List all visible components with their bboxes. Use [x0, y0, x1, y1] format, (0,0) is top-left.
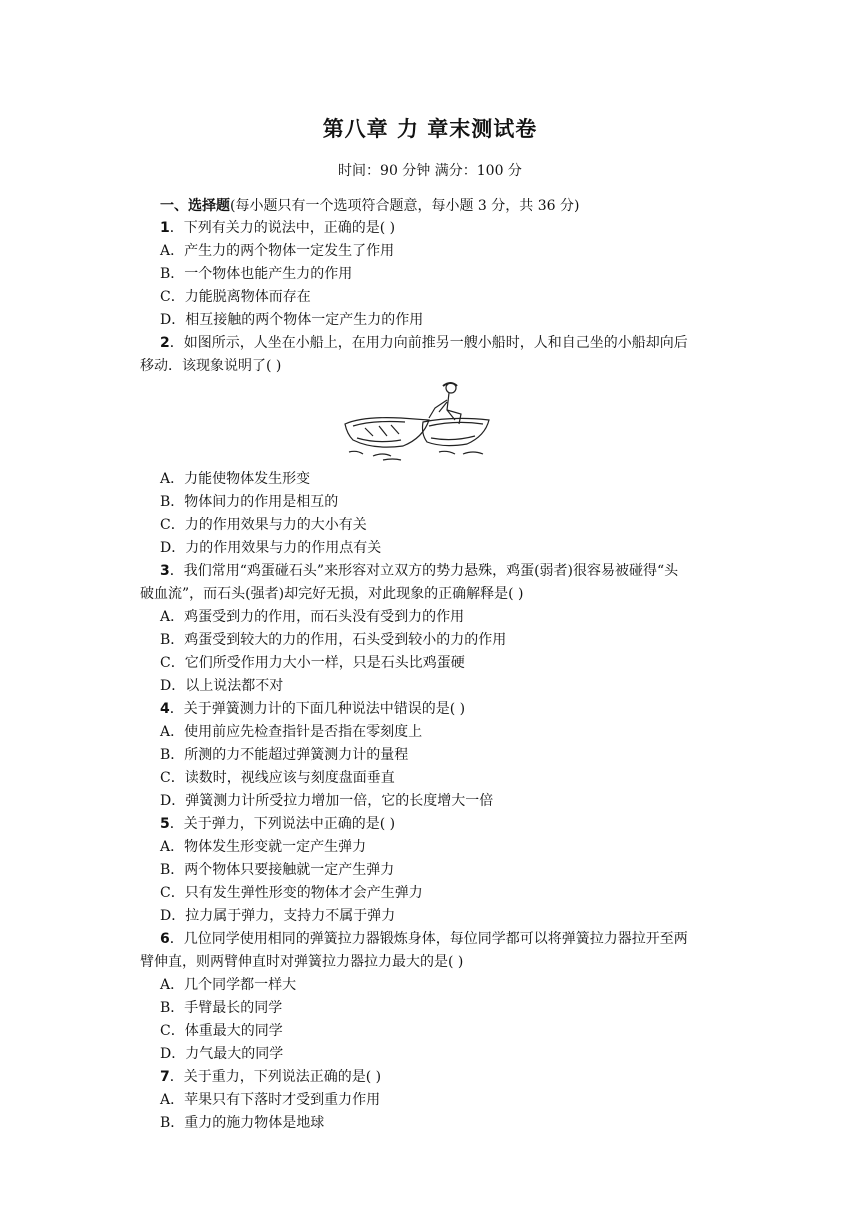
answer-option: A．几个同学都一样大 — [160, 977, 297, 993]
page-title: 第八章 力 章末测试卷 — [322, 117, 538, 141]
answer-option: A．苹果只有下落时才受到重力作用 — [160, 1092, 381, 1108]
section-header — [160, 195, 579, 215]
question-stem — [160, 217, 735, 240]
question-list — [140, 217, 735, 1135]
question-stem — [160, 332, 735, 355]
question-number: 3 — [160, 563, 170, 579]
question-number: 5 — [160, 816, 170, 832]
answer-option: B．两个物体只要接触就一定产生弹力 — [160, 862, 395, 878]
answer-option: C．它们所受作用力大小一样，只是石头比鸡蛋硬 — [160, 655, 465, 671]
question-number: 6 — [160, 931, 170, 947]
answer-option: B．物体间力的作用是相互的 — [160, 494, 339, 510]
answer-option: C．只有发生弹性形变的物体才会产生弹力 — [160, 885, 423, 901]
answer-option: B．所测的力不能超过弹簧测力计的量程 — [160, 747, 409, 763]
answer-option: A．物体发生形变就一定产生弹力 — [160, 839, 367, 855]
question-text: ．如图所示，人坐在小船上，在用力向前推另一艘小船时，人和自己坐的小船却向后 — [169, 335, 688, 351]
question-text: ．关于弹簧测力计的下面几种说法中错误的是( ) — [169, 701, 466, 717]
section-title: 一、选择题 — [160, 198, 230, 214]
question-number: 1 — [160, 220, 170, 236]
question-stem — [160, 1066, 735, 1089]
question-number: 4 — [160, 701, 170, 717]
question-stem — [140, 583, 735, 606]
answer-option: B．手臂最长的同学 — [160, 1000, 283, 1016]
question-text: ．关于弹力，下列说法中正确的是( ) — [169, 816, 396, 832]
question-number: 2 — [160, 335, 170, 351]
answer-option: B．一个物体也能产生力的作用 — [160, 266, 353, 282]
question-stem — [140, 951, 735, 974]
question-text: 移动．该现象说明了( ) — [140, 358, 282, 374]
answer-option: C．体重最大的同学 — [160, 1023, 283, 1039]
answer-option: B．重力的施力物体是地球 — [160, 1115, 325, 1131]
question-stem — [160, 813, 735, 836]
answer-option: C．读数时，视线应该与刻度盘面垂直 — [160, 770, 395, 786]
answer-option: A．力能使物体发生形变 — [160, 471, 311, 487]
question-text: ．几位同学使用相同的弹簧拉力器锻炼身体，每位同学都可以将弹簧拉力器拉开至两 — [169, 931, 688, 947]
section-note: (每小题只有一个选项符合题意，每小题 3 分，共 36 分) — [230, 198, 580, 214]
answer-option: D．相互接触的两个物体一定产生力的作用 — [160, 312, 424, 328]
answer-option: A．使用前应先检查指针是否指在零刻度上 — [160, 724, 423, 740]
answer-option: A．鸡蛋受到力的作用，而石头没有受到力的作用 — [160, 609, 465, 625]
answer-option: B．鸡蛋受到较大的力的作用，石头受到较小的力的作用 — [160, 632, 507, 648]
answer-option: D．力气最大的同学 — [160, 1046, 284, 1062]
question-stem — [160, 560, 735, 583]
boat-push-figure — [160, 378, 735, 468]
exam-info: 时间：90 分钟 满分：100 分 — [338, 163, 522, 179]
answer-option: D．力的作用效果与力的作用点有关 — [160, 540, 382, 556]
answer-option: D．弹簧测力计所受拉力增加一倍，它的长度增大一倍 — [160, 793, 494, 809]
answer-option: C．力能脱离物体而存在 — [160, 289, 311, 305]
boat-illustration — [343, 380, 493, 466]
question-stem — [160, 928, 735, 951]
answer-option: D．拉力属于弹力，支持力不属于弹力 — [160, 908, 396, 924]
question-text: 臂伸直，则两臂伸直时对弹簧拉力器拉力最大的是( ) — [140, 954, 464, 970]
question-text: ．我们常用“鸡蛋碰石头”来形容对立双方的势力悬殊，鸡蛋(弱者)很容易被碰得“头 — [169, 563, 679, 579]
question-number: 7 — [160, 1069, 170, 1085]
question-text: 破血流”，而石头(强者)却完好无损，对此现象的正确解释是( ) — [140, 586, 524, 602]
question-stem — [160, 698, 735, 721]
answer-option: A．产生力的两个物体一定发生了作用 — [160, 243, 395, 259]
question-text: ．下列有关力的说法中，正确的是( ) — [169, 220, 396, 236]
answer-option: D．以上说法都不对 — [160, 678, 284, 694]
question-stem — [140, 355, 735, 378]
answer-option: C．力的作用效果与力的大小有关 — [160, 517, 367, 533]
question-text: ．关于重力，下列说法正确的是( ) — [169, 1069, 382, 1085]
